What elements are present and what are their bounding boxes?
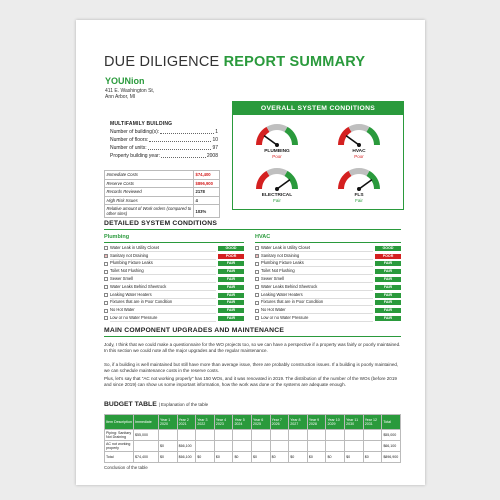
gauge-dial [254,164,300,192]
cost-row: Reserve Costs $896,900 [105,179,220,188]
divider [104,242,244,243]
status-badge: FAIR [218,285,244,290]
condition-row [255,315,401,322]
condition-label: No Hot Water [261,307,373,314]
condition-label: Water Leak in Utility Closet [110,245,216,252]
condition-row [255,276,401,283]
status-badge: FAIR [375,269,401,274]
status-badge: FAIR [375,316,401,321]
budget-cell: $55,000 [134,430,159,441]
plumbing-column-heading: Plumbing [104,234,130,240]
cost-value: 2178 [194,188,220,197]
condition-checkbox[interactable] [255,293,259,297]
condition-row [255,292,401,299]
condition-checkbox[interactable] [255,301,259,305]
gauge-segment [268,127,286,129]
budget-cell: $66,100 [177,441,196,452]
gauge-dial [336,164,382,192]
condition-label: Water Leak in Utility Closet [261,245,373,252]
budget-subheading: | Explanation of the table [158,402,209,407]
condition-checkbox[interactable]: × [105,254,108,259]
budget-header-row [105,415,401,430]
status-badge: FAIR [375,308,401,313]
gauge-dial [336,120,382,148]
maintenance-paragraph: Jody, I think that we could make a questionnaire for the WO projects too, so we can have a perspective if a property was fairly or poorly maintained. In this section we could note all the major upgrades and the regular maintenance. [104,342,401,353]
cost-row: Relative amount of Work orders (compared to other sites) 103% [105,205,220,218]
condition-row [255,245,401,252]
overall-system-conditions-panel [232,101,404,210]
budget-cell: $0 [214,452,233,463]
company-name: YOUNion [105,76,145,86]
budget-cell: $0 [252,452,271,463]
status-badge: FAIR [218,293,244,298]
condition-row [255,253,401,260]
condition-checkbox[interactable] [255,277,259,281]
budget-cell [196,441,215,452]
budget-column-header: Year 9 2028 [307,415,326,430]
budget-cell: $0 [326,452,345,463]
gauge-name: HVAC [352,149,366,154]
condition-checkbox[interactable]: × [256,254,259,259]
budget-cell [307,430,326,441]
budget-column-header: Year 5 2024 [233,415,252,430]
budget-cell: AC not working properly [105,441,134,452]
budget-row [105,441,401,452]
budget-cell [214,441,233,452]
status-badge: FAIR [218,300,244,305]
status-badge: FAIR [218,277,244,282]
condition-label: Fixtures that are in Poor Condition [261,299,373,306]
condition-row [255,300,401,307]
condition-label: No Hot Water [110,307,216,314]
condition-label: Fixtures that are in Poor Condition [110,299,216,306]
condition-checkbox[interactable] [104,293,108,297]
budget-cell: $55,000 [382,430,401,441]
condition-checkbox[interactable] [104,262,108,266]
budget-cell: $0 [159,441,178,452]
multifamily-row: Property building year: 2008 [110,153,218,159]
budget-cell: $896,900 [382,452,401,463]
budget-cell: $74,400 [134,452,159,463]
gauge-dial [254,120,300,148]
condition-label: Water Leaks Behind Sheetrock [110,284,216,291]
budget-cell [177,430,196,441]
condition-checkbox[interactable] [104,301,108,305]
budget-cell: Total [105,452,134,463]
condition-row [104,300,244,307]
budget-column-header: Year 2 2021 [177,415,196,430]
divider [104,336,401,337]
status-badge: FAIR [375,300,401,305]
multifamily-row: Number of floors: 10 [110,137,218,143]
report-title [104,54,365,70]
condition-label: Plumbing Fixture Leaks [110,260,216,267]
condition-row [104,292,244,299]
budget-cell [363,430,382,441]
maintenance-paragraph: Plus, let's say that "AC not working properly" has 150 WOs, and it was renovated in 2019. The distribution of the number of the WOs (before 2019 and since 2019) can show us some important information, how the work was done or the systems are adequate enough. [104,376,397,387]
status-badge: FAIR [218,316,244,321]
gauge-segment [341,173,350,189]
condition-checkbox[interactable] [255,309,259,313]
condition-label: Plumbing Fixture Leaks [261,260,373,267]
multifamily-row: Number of building(s): 1 [110,129,218,135]
budget-cell [270,441,289,452]
condition-label: Leaking Water Heaters [110,292,216,299]
condition-row [255,284,401,291]
costs-summary-table [104,170,220,218]
budget-conclusion: Conclusion of the table [104,465,148,470]
gauge-segment [268,171,286,173]
budget-column-header: Item Description [105,415,134,430]
gauge-plumbing [252,120,302,159]
budget-heading: BUDGET TABLE | Explanation of the table [104,401,209,408]
report-page [76,20,425,485]
condition-row [104,276,244,283]
budget-cell: $0 [289,452,308,463]
gauge-rating: Fair [355,198,363,203]
budget-table [104,414,401,463]
detailed-heading: DETAILED SYSTEM CONDITIONS [104,220,218,227]
condition-label: Toilet Not Flushing [110,268,216,275]
condition-checkbox[interactable] [104,246,108,250]
condition-label: Low or no Water Pressure [110,315,216,322]
cost-row: Immediate Costs $74,400 [105,171,220,180]
budget-cell: $0 [345,452,364,463]
gauge-segment [350,127,368,129]
budget-cell [345,430,364,441]
budget-cell [307,441,326,452]
budget-cell: $0 [233,452,252,463]
divider [255,242,401,243]
gauge-fls [334,164,384,203]
hvac-column-heading: HVAC [255,234,271,240]
gauge-hvac [334,120,384,159]
gauge-hub [275,187,279,191]
condition-label: Water Leaks Behind Sheetrock [261,284,373,291]
gauge-segment [259,173,268,189]
condition-row [255,261,401,268]
budget-cell [252,441,271,452]
divider [104,229,401,230]
condition-checkbox[interactable] [255,316,259,320]
budget-cell: $66,100 [177,452,196,463]
condition-checkbox[interactable] [255,246,259,250]
title-part-2: REPORT SUMMARY [223,54,366,70]
condition-label: Leaking Water Heaters [261,292,373,299]
status-badge: FAIR [218,269,244,274]
gauge-name: FLS [354,193,364,198]
budget-cell: Piping: Sanitary Not Draining [105,430,134,441]
condition-label: Sanitary not Draining [261,253,373,260]
multifamily-heading: MULTIFAMILY BUILDING [110,121,173,127]
budget-cell [326,430,345,441]
condition-checkbox[interactable] [104,285,108,289]
budget-column-header: Year 7 2026 [270,415,289,430]
cost-value: 103% [194,205,220,218]
condition-checkbox[interactable] [255,270,259,274]
status-badge: FAIR [218,308,244,313]
budget-cell: $0 [159,452,178,463]
condition-checkbox[interactable] [104,270,108,274]
gauge-needle [346,136,359,145]
gauge-needle [264,136,277,145]
budget-cell: $0 [270,452,289,463]
gauge-electrical [252,164,302,203]
status-badge: FAIR [375,285,401,290]
budget-column-header: Year 3 2022 [196,415,215,430]
condition-checkbox[interactable] [255,285,259,289]
gauge-segment [368,129,377,145]
gauge-hub [357,143,361,147]
gauge-rating: Poor [354,154,364,159]
budget-column-header: Year 11 2030 [345,415,364,430]
title-part-1: DUE DILIGENCE [104,54,224,70]
budget-column-header: Year 10 2029 [326,415,345,430]
budget-row [105,452,401,463]
gauge-needle [359,180,372,189]
budget-cell [214,430,233,441]
condition-checkbox[interactable] [104,309,108,313]
status-badge: FAIR [375,293,401,298]
condition-row [255,268,401,275]
gauge-needle [277,180,290,189]
condition-row [104,253,244,260]
condition-checkbox[interactable] [255,262,259,266]
budget-column-header: Immediate [134,415,159,430]
status-badge: GOOD [218,246,244,251]
budget-cell [159,430,178,441]
overall-heading: OVERALL SYSTEM CONDITIONS [233,102,403,115]
budget-cell [363,441,382,452]
condition-row [104,284,244,291]
cost-row: Records Reviewed 2178 [105,188,220,197]
budget-cell [270,430,289,441]
budget-cell [233,441,252,452]
condition-row [104,315,244,322]
cost-value: $896,900 [194,179,220,188]
gauge-segment [286,129,295,145]
budget-cell: $0 [196,452,215,463]
budget-cell [196,430,215,441]
gauge-hub [275,143,279,147]
cost-value: $74,400 [194,171,220,180]
address-line-1: 411 E. Washington St, [105,88,155,94]
cost-row: High Risk Issues 4 [105,196,220,205]
gauge-rating: Poor [272,154,282,159]
budget-column-header: Year 8 2027 [289,415,308,430]
maintenance-paragraph: So, if a building is well maintained but still have more than average issue, there are probably construction issues. If a building is poorly maintained, we can schedule maintenance costs in the reserve costs. [104,362,399,373]
condition-row [104,245,244,252]
address-line-2: Ann Arbor, MI [105,94,136,100]
gauge-hub [357,187,361,191]
condition-label: Sewer Smell [110,276,216,283]
condition-row [104,261,244,268]
status-badge: FAIR [218,261,244,266]
budget-cell: $0 [363,452,382,463]
status-badge: FAIR [375,277,401,282]
budget-cell [289,441,308,452]
budget-column-header: Year 12 2031 [363,415,382,430]
condition-label: Low or no Water Pressure [261,315,373,322]
condition-row [104,268,244,275]
condition-row [255,307,401,314]
budget-cell [326,441,345,452]
condition-row [104,307,244,314]
gauge-rating: Fair [273,198,281,203]
condition-checkbox[interactable] [104,277,108,281]
multifamily-row: Number of units: 97 [110,145,218,151]
status-badge: GOOD [375,246,401,251]
budget-cell: $0 [307,452,326,463]
maintenance-heading: MAIN COMPONENT UPGRADES AND MAINTENANCE [104,327,285,334]
budget-row [105,430,401,441]
condition-label: Sewer Smell [261,276,373,283]
budget-column-header: Year 6 2025 [252,415,271,430]
gauge-segment [350,171,368,173]
cost-value: 4 [194,196,220,205]
budget-column-header: Total [382,415,401,430]
budget-cell [289,430,308,441]
status-badge: POOR [218,254,244,259]
gauge-name: ELECTRICAL [261,193,293,198]
budget-cell [233,430,252,441]
budget-column-header: Year 1 2020 [159,415,178,430]
status-badge: POOR [375,254,401,259]
gauge-name: PLUMBING [264,149,290,154]
condition-label: Toilet Not Flushing [261,268,373,275]
status-badge: FAIR [375,261,401,266]
budget-cell [252,430,271,441]
condition-checkbox[interactable] [104,316,108,320]
budget-cell: $66,100 [382,441,401,452]
budget-cell [134,441,159,452]
budget-cell [345,441,364,452]
condition-label: Sanitary not Draining [110,253,216,260]
budget-column-header: Year 4 2023 [214,415,233,430]
